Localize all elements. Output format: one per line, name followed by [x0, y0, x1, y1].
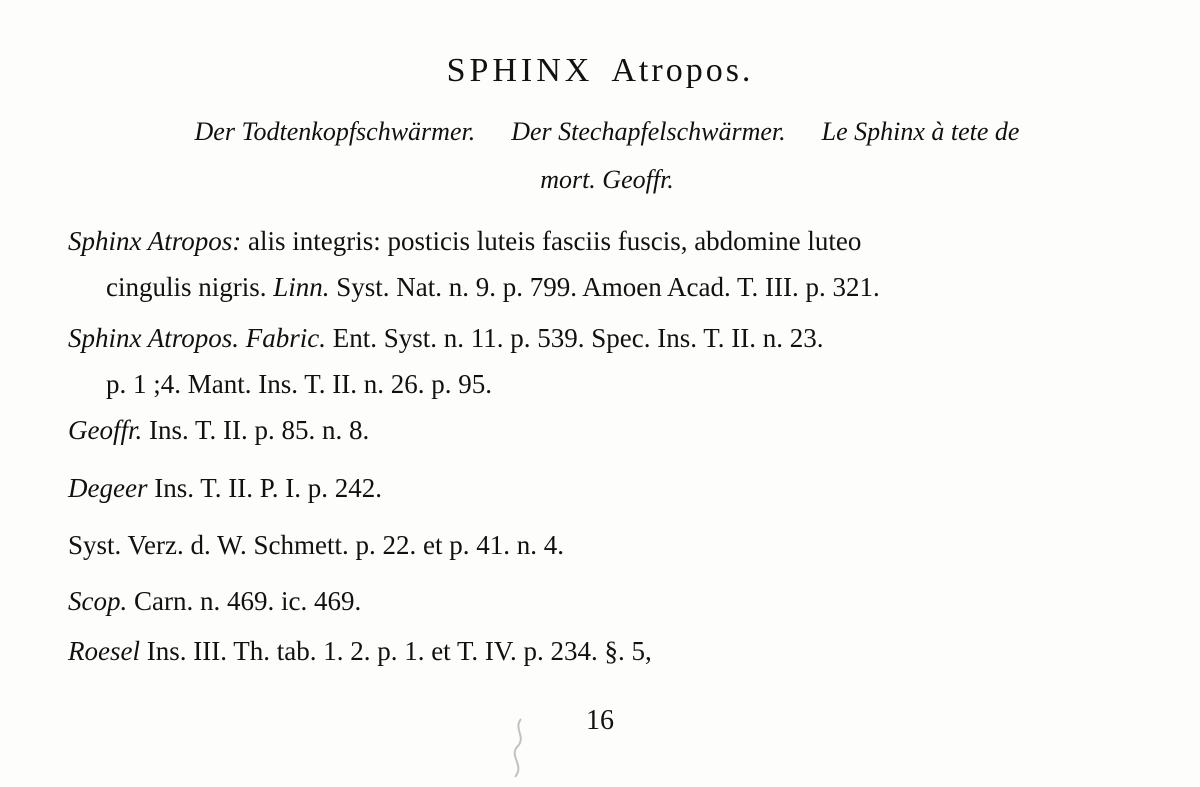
entry-author: Sphinx Atropos: — [68, 226, 242, 256]
entry-author-inline: Fabric. — [245, 323, 327, 353]
reference-entry-fabricius — [68, 315, 824, 407]
entry-text-part: Syst. Nat. n. 9. p. 799. Amoen Acad. T. III. p. 321. — [336, 272, 880, 302]
entry-text: Ins. T. II. P. I. p. 242. — [154, 473, 382, 503]
entry-continuation: p. 1 ;4. Mant. Ins. T. II. n. 26. p. 95. — [106, 369, 492, 399]
entry-author: Roesel — [68, 636, 140, 666]
common-name-1: Der Todtenkopfschwärmer. — [194, 117, 476, 146]
entry-author: Scop. — [68, 586, 128, 616]
entry-text: Ent. Syst. n. 11. p. 539. Spec. Ins. T. II. n. 23. — [332, 323, 824, 353]
reference-entry-scopoli — [68, 586, 361, 617]
reference-entry-degeer — [68, 473, 382, 504]
entry-text: Syst. Verz. d. W. Schmett. p. 22. et p. 41. n. 4. — [68, 530, 564, 560]
common-name-continuation: mort. Geoffr. — [540, 165, 674, 194]
common-name-3: Le Sphinx à tete de — [821, 117, 1020, 146]
entry-text: Carn. n. 469. ic. 469. — [133, 586, 362, 616]
reference-entry-geoffroy — [68, 415, 369, 446]
entry-text: Ins. T. II. p. 85. n. 8. — [149, 415, 370, 445]
entry-author: Geoffr. — [68, 415, 143, 445]
entry-text: alis integris: posticis luteis fasciis fuscis, abdomine luteo — [248, 226, 862, 256]
page-number: 16 — [586, 705, 614, 736]
reference-entry-roesel — [68, 636, 652, 667]
common-names — [32, 108, 1182, 204]
reference-entry-linnaeus — [68, 218, 880, 310]
title-species: Atropos. — [611, 52, 754, 89]
entry-text-part: cingulis nigris. — [106, 272, 267, 302]
reference-entry-syst-verz — [68, 530, 564, 561]
entry-author: Sphinx Atropos. — [68, 323, 240, 353]
title-genus: SPHINX — [446, 52, 594, 89]
page-title — [0, 52, 1200, 90]
entry-author-inline: Linn. — [273, 272, 330, 302]
ink-smudge-mark — [505, 715, 533, 785]
entry-continuation — [68, 264, 880, 310]
common-name-2: Der Stechapfelschwärmer. — [511, 117, 786, 146]
entry-text: Ins. III. Th. tab. 1. 2. p. 1. et T. IV. p. 234. §. 5, — [146, 636, 652, 666]
entry-author: Degeer — [68, 473, 148, 503]
